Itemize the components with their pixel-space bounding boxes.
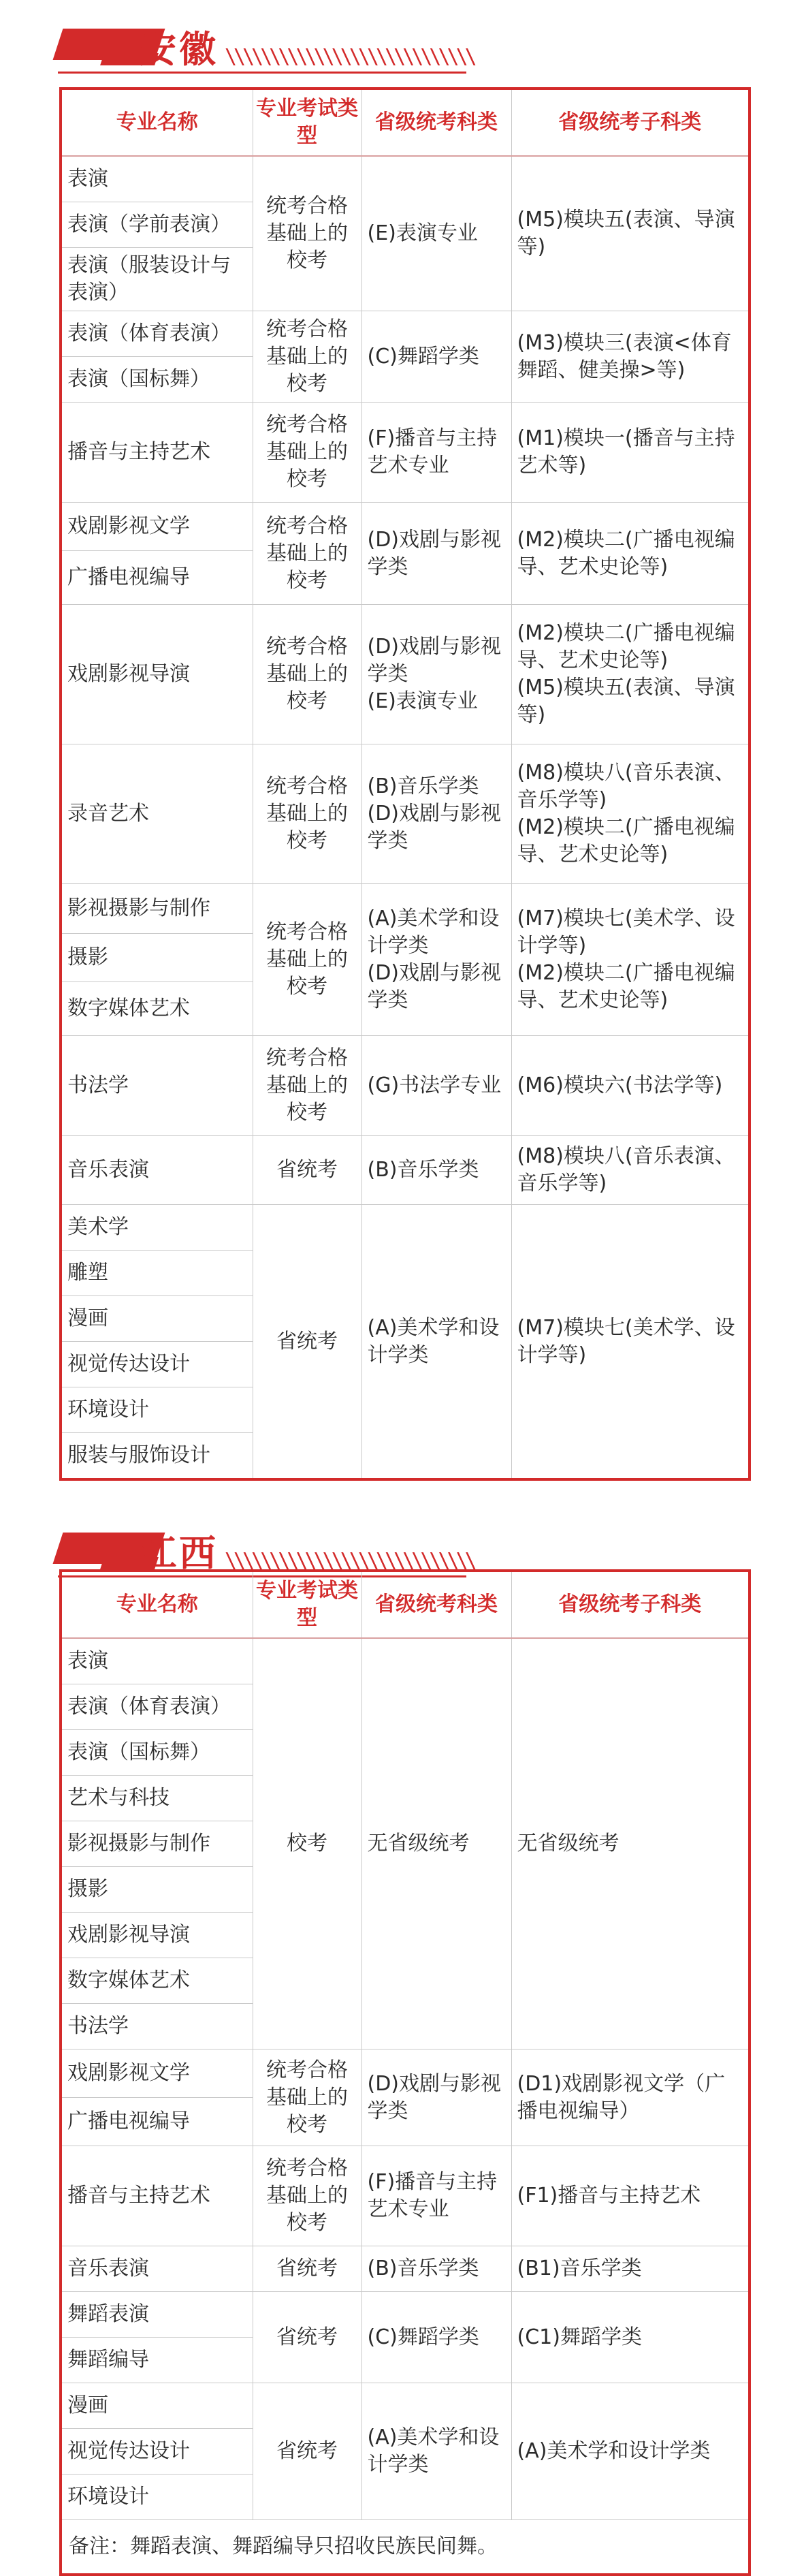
- major-name: 服装与服饰设计: [61, 1433, 253, 1480]
- major-name: 广播电视编导: [61, 551, 253, 605]
- table-header-row: [61, 89, 750, 156]
- col-header: 省级统考子科类: [511, 89, 750, 156]
- table-row: [61, 1136, 750, 1205]
- major-name: 环境设计: [61, 1387, 253, 1433]
- prov-category-line: (D)戏剧与影视学类: [367, 635, 502, 686]
- major-name: 摄影: [61, 1867, 253, 1913]
- exam-type: 省统考: [253, 2246, 361, 2292]
- col-header: 专业考试类型: [253, 1571, 361, 1638]
- major-name: 数字媒体艺术: [61, 1958, 253, 2004]
- exam-type: 统考合格基础上的校考: [253, 605, 361, 744]
- table-row: [61, 1205, 750, 1251]
- section-title: 江西: [140, 1531, 219, 1575]
- table-row: [61, 605, 750, 744]
- table-row: [61, 2246, 750, 2292]
- major-name: 视觉传达设计: [61, 1342, 253, 1387]
- prov-subcategory: (D1)戏剧影视文学（广播电视编导）: [511, 2049, 750, 2146]
- exam-type: 统考合格基础上的校考: [253, 311, 361, 403]
- major-name: 戏剧影视导演: [61, 1913, 253, 1958]
- major-name: 表演（服装设计与表演）: [61, 248, 253, 311]
- major-name: 广播电视编导: [61, 2098, 253, 2146]
- prov-subcategory-line: (M2)模块二(广播电视编导、艺术史论等): [517, 961, 735, 1012]
- prov-subcategory-line: (M2)模块二(广播电视编导、艺术史论等): [517, 815, 735, 866]
- slash-decoration: \\\\\\\\\\\\\\\\\\\\\\\\\\\\: [225, 45, 474, 69]
- major-name: 录音艺术: [61, 744, 253, 884]
- prov-category-line: (D)戏剧与影视学类: [367, 961, 502, 1012]
- table-row: [61, 503, 750, 551]
- prov-subcategory: (M8)模块八(音乐表演、音乐学等): [511, 1136, 750, 1205]
- prov-category: (A)美术学和设计学类: [361, 1205, 511, 1480]
- table-row: [61, 311, 750, 357]
- exam-type: 统考合格基础上的校考: [253, 884, 361, 1036]
- col-header: 省级统考科类: [361, 89, 511, 156]
- major-name: 影视摄影与制作: [61, 1821, 253, 1867]
- major-name: 书法学: [61, 2004, 253, 2049]
- major-name: 书法学: [61, 1036, 253, 1136]
- major-name: 音乐表演: [61, 2246, 253, 2292]
- exam-type: 统考合格基础上的校考: [253, 744, 361, 884]
- table-row: [61, 2049, 750, 2098]
- prov-category: (F)播音与主持艺术专业: [361, 2146, 511, 2246]
- prov-category: (D)戏剧与影视学类: [361, 2049, 511, 2146]
- table-row: [61, 744, 750, 884]
- prov-category: [361, 744, 511, 884]
- prov-subcategory: [511, 744, 750, 884]
- prov-subcategory: [511, 884, 750, 1036]
- prov-subcategory: (M5)模块五(表演、导演等): [511, 156, 750, 311]
- anhui-heading: [0, 7, 804, 89]
- jiangxi-table: [59, 1569, 751, 2576]
- prov-category-line: (E)表演专业: [367, 689, 478, 713]
- prov-category: 无省级统考: [361, 1638, 511, 2049]
- prov-category: (F)播音与主持艺术专业: [361, 403, 511, 503]
- exam-type: 省统考: [253, 2292, 361, 2383]
- exam-type: 省统考: [253, 2383, 361, 2520]
- table-row: [61, 403, 750, 503]
- table-row: [61, 1638, 750, 1684]
- slash-decoration: \\\\\\\\\\\\\\\\\\\\\\\\\\\\: [225, 1549, 474, 1573]
- major-name: 雕塑: [61, 1251, 253, 1296]
- major-name: 艺术与科技: [61, 1776, 253, 1821]
- prov-subcategory-line: (M7)模块七(美术学、设计学等): [517, 907, 735, 958]
- prov-category: (C)舞蹈学类: [361, 2292, 511, 2383]
- prov-category: (E)表演专业: [361, 156, 511, 311]
- major-name: 影视摄影与制作: [61, 884, 253, 934]
- prov-category-line: (B)音乐学类: [367, 774, 479, 798]
- major-name: 美术学: [61, 1205, 253, 1251]
- table-row: [61, 2292, 750, 2338]
- exam-type: 统考合格基础上的校考: [253, 403, 361, 503]
- prov-subcategory: (C1)舞蹈学类: [511, 2292, 750, 2383]
- major-name: 播音与主持艺术: [61, 2146, 253, 2246]
- prov-category: (B)音乐学类: [361, 2246, 511, 2292]
- col-header: 专业考试类型: [253, 89, 361, 156]
- anhui-table: [59, 87, 751, 1481]
- major-name: 表演（国标舞）: [61, 1730, 253, 1776]
- prov-subcategory: (B1)音乐学类: [511, 2246, 750, 2292]
- major-name: 戏剧影视文学: [61, 503, 253, 551]
- note-row: [61, 2520, 750, 2575]
- major-name: 表演（国标舞）: [61, 357, 253, 403]
- prov-subcategory: (A)美术学和设计学类: [511, 2383, 750, 2520]
- prov-subcategory: (M1)模块一(播音与主持艺术等): [511, 403, 750, 503]
- major-name: 漫画: [61, 2383, 253, 2429]
- major-name: 表演（体育表演）: [61, 1684, 253, 1730]
- prov-category: (D)戏剧与影视学类: [361, 503, 511, 605]
- table-row: [61, 2146, 750, 2246]
- major-name: 环境设计: [61, 2475, 253, 2520]
- prov-category: [361, 884, 511, 1036]
- prov-category-line: (D)戏剧与影视学类: [367, 802, 502, 853]
- col-header: 省级统考子科类: [511, 1571, 750, 1638]
- major-name: 戏剧影视导演: [61, 605, 253, 744]
- prov-category: (A)美术学和设计学类: [361, 2383, 511, 2520]
- table-row: [61, 884, 750, 934]
- table-row: [61, 156, 750, 202]
- prov-category: (C)舞蹈学类: [361, 311, 511, 403]
- major-name: 播音与主持艺术: [61, 403, 253, 503]
- major-name: 音乐表演: [61, 1136, 253, 1205]
- heading-underline: [58, 72, 466, 74]
- exam-type: 校考: [253, 1638, 361, 2049]
- section-title: 安徽: [140, 27, 219, 71]
- prov-subcategory-line: (M5)模块五(表演、导演等): [517, 676, 735, 727]
- prov-category: (G)书法学专业: [361, 1036, 511, 1136]
- prov-subcategory: (M6)模块六(书法学等): [511, 1036, 750, 1136]
- exam-type: 统考合格基础上的校考: [253, 1036, 361, 1136]
- major-name: 表演: [61, 156, 253, 202]
- major-name: 戏剧影视文学: [61, 2049, 253, 2098]
- prov-category-line: (A)美术学和设计学类: [367, 907, 500, 958]
- table-header-row: [61, 1571, 750, 1638]
- col-header: 专业名称: [61, 89, 253, 156]
- prov-subcategory-line: (M8)模块八(音乐表演、音乐学等): [517, 761, 735, 812]
- exam-type: 省统考: [253, 1136, 361, 1205]
- major-name: 数字媒体艺术: [61, 982, 253, 1036]
- table-note: 备注：舞蹈表演、舞蹈编导只招收民族民间舞。: [61, 2520, 750, 2575]
- prov-subcategory: (M7)模块七(美术学、设计学等): [511, 1205, 750, 1480]
- table-row: [61, 1036, 750, 1136]
- prov-subcategory: (F1)播音与主持艺术: [511, 2146, 750, 2246]
- exam-type: 统考合格基础上的校考: [253, 156, 361, 311]
- exam-type: 统考合格基础上的校考: [253, 2146, 361, 2246]
- major-name: 舞蹈编导: [61, 2338, 253, 2383]
- anhui-section: [0, 7, 804, 89]
- prov-subcategory: (M2)模块二(广播电视编导、艺术史论等): [511, 503, 750, 605]
- exam-type: 省统考: [253, 1205, 361, 1480]
- prov-category: [361, 605, 511, 744]
- prov-subcategory: [511, 605, 750, 744]
- exam-type: 统考合格基础上的校考: [253, 2049, 361, 2146]
- col-header: 省级统考科类: [361, 1571, 511, 1638]
- prov-subcategory: 无省级统考: [511, 1638, 750, 2049]
- major-name: 摄影: [61, 934, 253, 982]
- major-name: 舞蹈表演: [61, 2292, 253, 2338]
- table-row: [61, 2383, 750, 2429]
- col-header: 专业名称: [61, 1571, 253, 1638]
- major-name: 表演: [61, 1638, 253, 1684]
- prov-subcategory: (M3)模块三(表演<体育舞蹈、健美操>等): [511, 311, 750, 403]
- major-name: 漫画: [61, 1296, 253, 1342]
- major-name: 表演（体育表演）: [61, 311, 253, 357]
- major-name: 表演（学前表演）: [61, 202, 253, 248]
- prov-category: (B)音乐学类: [361, 1136, 511, 1205]
- exam-type: 统考合格基础上的校考: [253, 503, 361, 605]
- major-name: 视觉传达设计: [61, 2429, 253, 2475]
- prov-subcategory-line: (M2)模块二(广播电视编导、艺术史论等): [517, 621, 735, 672]
